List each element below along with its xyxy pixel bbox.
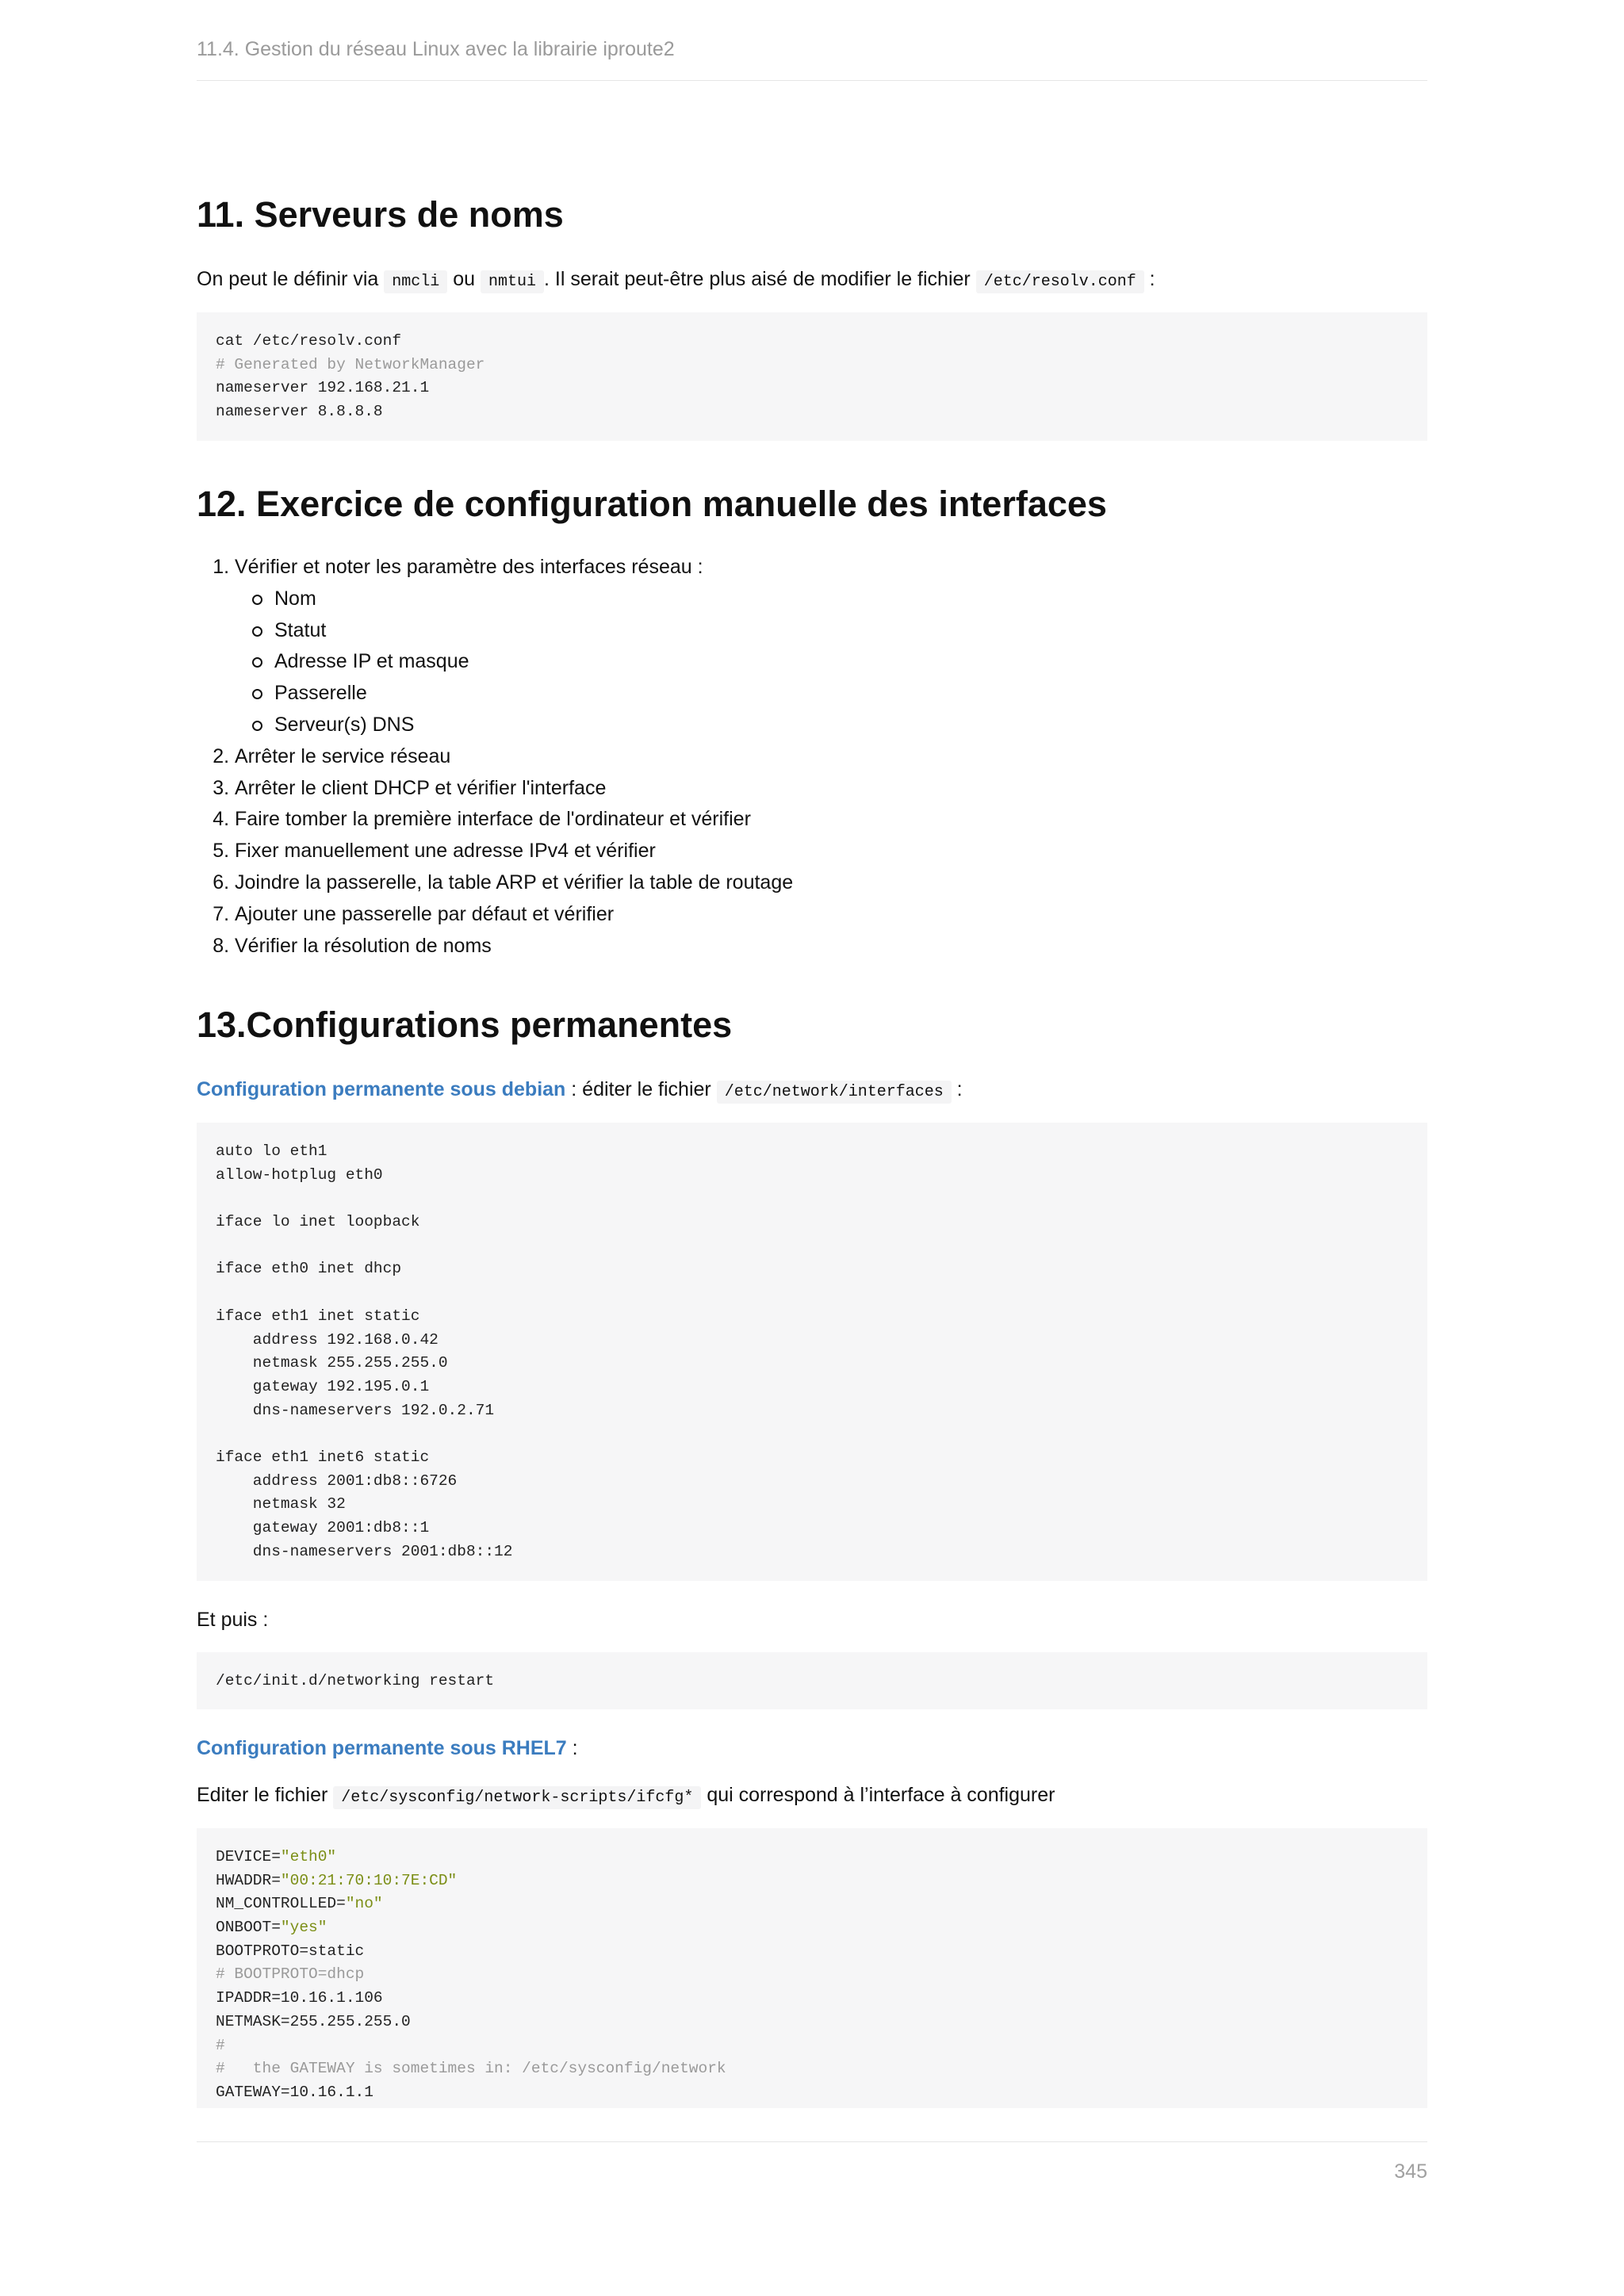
- code-line: iface lo inet loopback: [216, 1213, 420, 1231]
- code-line: GATEWAY=10.16.1.1: [216, 2083, 373, 2101]
- code-line: dns-nameservers 192.0.2.71: [216, 1401, 495, 1419]
- code-line: iface eth1 inet6 static: [216, 1448, 430, 1466]
- list-item: Nom: [274, 584, 793, 615]
- list-item: 8. Vérifier la résolution de noms: [235, 931, 793, 962]
- list-item: Serveur(s) DNS: [274, 710, 793, 741]
- inline-code-resolv-conf: /etc/resolv.conf: [976, 270, 1144, 293]
- page-number: 345: [1394, 2160, 1427, 2183]
- link-debian-config[interactable]: Configuration permanente sous debian: [197, 1078, 566, 1100]
- code-line: iface eth0 inet dhcp: [216, 1260, 402, 1278]
- inline-code-nmcli: nmcli: [384, 270, 447, 293]
- code-line: nameserver 192.168.21.1: [216, 379, 430, 397]
- section-11-intro: On peut le définir via nmcli ou nmtui . Il serait peut-être plus aisé de modifier le fichier /etc/resolv.conf :: [197, 267, 1155, 294]
- rhel-edit-instruction: Editer le fichier /etc/sysconfig/network-scripts/ifcfg* qui correspond à l’interface à configurer: [197, 1783, 1055, 1810]
- code-line: DEVICE="eth0": [216, 1848, 337, 1866]
- code-line: /etc/init.d/networking restart: [216, 1672, 495, 1689]
- code-line: address 2001:db8::6726: [216, 1471, 458, 1490]
- list-item: 3. Arrêter le client DHCP et vérifier l'interface: [235, 773, 793, 805]
- code-line: ONBOOT="yes": [216, 1919, 327, 1937]
- code-line: [216, 1187, 1408, 1211]
- section-12-title: 12. Exercice de configuration manuelle des interfaces: [197, 484, 1107, 524]
- code-line: netmask 255.255.255.0: [216, 1354, 448, 1372]
- footer-rule: [197, 2141, 1427, 2142]
- list-item: 4. Faire tomber la première interface de l'ordinateur et vérifier: [235, 804, 793, 836]
- then-text: Et puis :: [197, 1609, 269, 1631]
- code-line: cat /etc/resolv.conf: [216, 332, 402, 350]
- inline-code-ifcfg: /etc/sysconfig/network-scripts/ifcfg*: [333, 1786, 701, 1809]
- list-item: 7. Ajouter une passerelle par défaut et vérifier: [235, 899, 793, 931]
- code-line: BOOTPROTO=static: [216, 1942, 365, 1960]
- running-header: 11.4. Gestion du réseau Linux avec la librairie iproute2: [197, 38, 675, 60]
- code-line: [216, 1281, 1408, 1305]
- code-line: NETMASK=255.255.255.0: [216, 2012, 411, 2030]
- list-item: 6. Joindre la passerelle, la table ARP et vérifier la table de routage: [235, 867, 793, 899]
- code-comment: # BOOTPROTO=dhcp: [216, 1965, 365, 1984]
- inline-code-interfaces: /etc/network/interfaces: [717, 1081, 952, 1104]
- link-rhel7-config[interactable]: Configuration permanente sous RHEL7: [197, 1737, 567, 1759]
- code-block-rhel-ifcfg: [197, 1828, 1427, 2108]
- code-line: gateway 2001:db8::1: [216, 1519, 430, 1536]
- code-line: [216, 1422, 1408, 1446]
- code-comment: # the GATEWAY is sometimes in: /etc/sysconfig/network: [216, 2060, 726, 2078]
- code-block-restart: [197, 1652, 1427, 1709]
- list-item: Passerelle: [274, 678, 793, 710]
- code-line: [216, 1234, 1408, 1258]
- section-13-title: 13.Configurations permanentes: [197, 1004, 733, 1045]
- code-line: NM_CONTROLLED="no": [216, 1895, 383, 1913]
- section-11-title: 11. Serveurs de noms: [197, 194, 564, 235]
- code-comment: #: [216, 2036, 225, 2054]
- code-block-resolv-conf: [197, 312, 1427, 441]
- code-line: iface eth1 inet static: [216, 1307, 420, 1325]
- list-item: 2. Arrêter le service réseau: [235, 741, 793, 773]
- debian-intro: Configuration permanente sous debian : éditer le fichier /etc/network/interfaces :: [197, 1077, 963, 1104]
- list-item: Adresse IP et masque: [274, 646, 793, 678]
- code-block-debian-interfaces: [197, 1123, 1427, 1581]
- code-line: gateway 192.195.0.1: [216, 1377, 430, 1395]
- list-item: 1. Vérifier et noter les paramètre des interfaces réseau : Nom Statut Adresse IP et masque Passerelle Serveur(s) DNS: [235, 552, 793, 741]
- code-line: dns-nameservers 2001:db8::12: [216, 1542, 513, 1560]
- list-item: Statut: [274, 615, 793, 647]
- rhel-intro: Configuration permanente sous RHEL7 :: [197, 1737, 578, 1759]
- code-line: netmask 32: [216, 1495, 346, 1513]
- code-line: HWADDR="00:21:70:10:7E:CD": [216, 1871, 458, 1889]
- code-line: address 192.168.0.42: [216, 1330, 439, 1349]
- code-comment: # Generated by NetworkManager: [216, 355, 485, 373]
- code-line: nameserver 8.8.8.8: [216, 403, 383, 421]
- sub-list: [235, 584, 793, 741]
- header-rule: [197, 80, 1427, 81]
- code-line: auto lo eth1: [216, 1142, 327, 1160]
- code-line: IPADDR=10.16.1.106: [216, 1989, 383, 2007]
- inline-code-nmtui: nmtui: [481, 270, 544, 293]
- list-item: 5. Fixer manuellement une adresse IPv4 et vérifier: [235, 836, 793, 867]
- code-line: allow-hotplug eth0: [216, 1165, 383, 1184]
- exercise-steps-list: [197, 552, 793, 962]
